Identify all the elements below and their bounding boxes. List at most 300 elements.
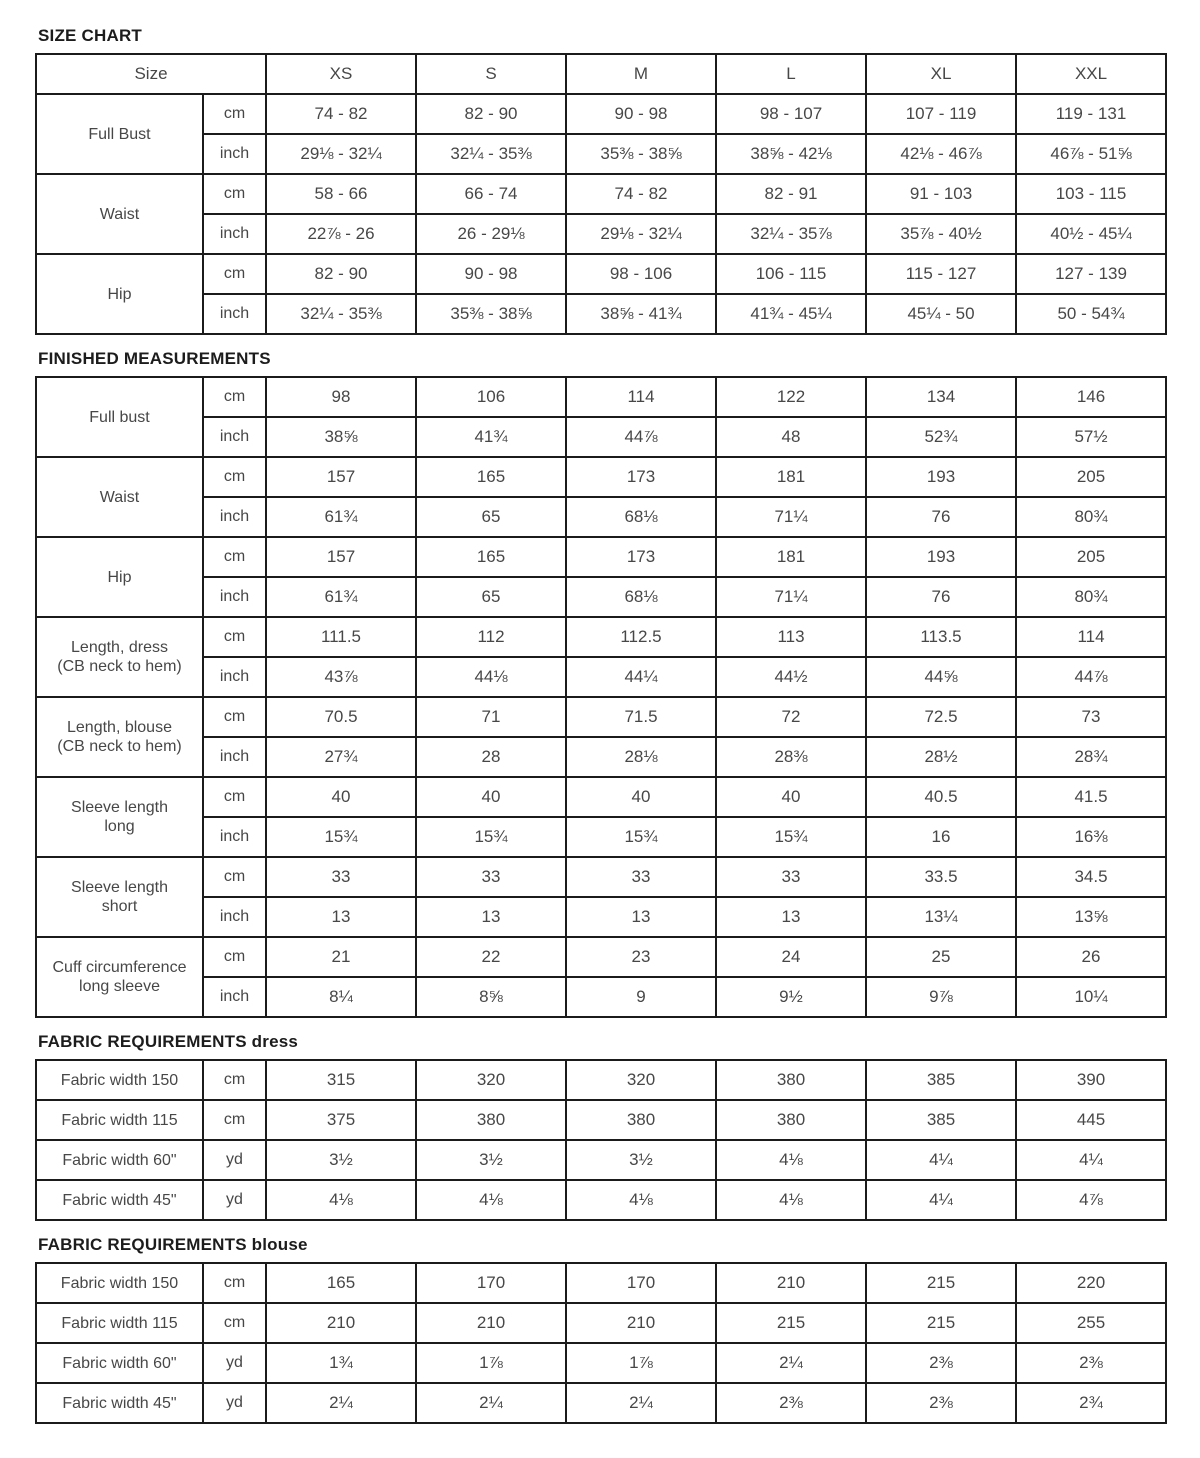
value-cell: 2⅜ bbox=[1016, 1343, 1166, 1383]
value-cell: 42⅛ - 46⅞ bbox=[866, 134, 1016, 174]
measurement-table bbox=[35, 53, 1167, 335]
value-cell: 15¾ bbox=[566, 817, 716, 857]
unit-cell: inch bbox=[203, 737, 266, 777]
value-cell: 40.5 bbox=[866, 777, 1016, 817]
value-cell: 205 bbox=[1016, 457, 1166, 497]
value-cell: 32¼ - 35⅞ bbox=[716, 214, 866, 254]
value-cell: 215 bbox=[866, 1303, 1016, 1343]
value-cell: 45¼ - 50 bbox=[866, 294, 1016, 334]
size-column-header: L bbox=[716, 54, 866, 94]
value-cell: 4⅛ bbox=[266, 1180, 416, 1220]
value-cell: 112.5 bbox=[566, 617, 716, 657]
section-heading-fabric-requirements-blouse: FABRIC REQUIREMENTS blouse bbox=[38, 1235, 308, 1254]
value-cell: 16 bbox=[866, 817, 1016, 857]
size-chart-table bbox=[35, 53, 1165, 335]
value-cell: 41¾ bbox=[416, 417, 566, 457]
value-cell: 380 bbox=[716, 1100, 866, 1140]
row-label bbox=[36, 1383, 203, 1423]
value-cell: 173 bbox=[566, 457, 716, 497]
row-label-line: Full bust bbox=[89, 408, 150, 426]
size-column-header: XS bbox=[266, 54, 416, 94]
value-cell: 193 bbox=[866, 537, 1016, 577]
value-cell: 8⅝ bbox=[416, 977, 566, 1017]
value-cell: 40 bbox=[416, 777, 566, 817]
row-label bbox=[36, 857, 203, 937]
value-cell: 380 bbox=[416, 1100, 566, 1140]
value-cell: 2⅜ bbox=[716, 1383, 866, 1423]
measurement-table bbox=[35, 1059, 1167, 1221]
table-row bbox=[36, 737, 1166, 777]
value-cell: 70.5 bbox=[266, 697, 416, 737]
value-cell: 82 - 90 bbox=[266, 254, 416, 294]
value-cell: 2¼ bbox=[716, 1343, 866, 1383]
unit-cell: inch bbox=[203, 577, 266, 617]
value-cell: 23 bbox=[566, 937, 716, 977]
value-cell: 33 bbox=[716, 857, 866, 897]
value-cell: 103 - 115 bbox=[1016, 174, 1166, 214]
value-cell: 44¼ bbox=[566, 657, 716, 697]
row-label-line: Hip bbox=[107, 568, 132, 586]
value-cell: 25 bbox=[866, 937, 1016, 977]
table-row bbox=[36, 457, 1166, 497]
unit-cell: inch bbox=[203, 417, 266, 457]
table-row bbox=[36, 657, 1166, 697]
unit-cell: cm bbox=[203, 254, 266, 294]
table-row bbox=[36, 577, 1166, 617]
row-label-line: long sleeve bbox=[79, 978, 160, 995]
value-cell: 44⅝ bbox=[866, 657, 1016, 697]
value-cell: 82 - 90 bbox=[416, 94, 566, 134]
value-cell: 4¼ bbox=[866, 1180, 1016, 1220]
value-cell: 35⅞ - 40½ bbox=[866, 214, 1016, 254]
value-cell: 4⅛ bbox=[566, 1180, 716, 1220]
row-label-line: long bbox=[104, 818, 135, 835]
value-cell: 90 - 98 bbox=[566, 94, 716, 134]
value-cell: 13 bbox=[716, 897, 866, 937]
table-row bbox=[36, 1303, 1166, 1343]
value-cell: 73 bbox=[1016, 697, 1166, 737]
value-cell: 38⅝ - 42⅛ bbox=[716, 134, 866, 174]
value-cell: 41¾ - 45¼ bbox=[716, 294, 866, 334]
row-label-line: Fabric width 115 bbox=[61, 1111, 178, 1129]
unit-cell: cm bbox=[203, 697, 266, 737]
table-row bbox=[36, 977, 1166, 1017]
value-cell: 380 bbox=[716, 1060, 866, 1100]
row-label-line: Fabric width 60" bbox=[62, 1354, 177, 1372]
table-row bbox=[36, 377, 1166, 417]
value-cell: 2¼ bbox=[266, 1383, 416, 1423]
value-cell: 10¼ bbox=[1016, 977, 1166, 1017]
row-label-line: Length, blouse bbox=[67, 719, 172, 736]
value-cell: 58 - 66 bbox=[266, 174, 416, 214]
value-cell: 2⅜ bbox=[866, 1383, 1016, 1423]
row-label bbox=[36, 1180, 203, 1220]
value-cell: 33 bbox=[566, 857, 716, 897]
value-cell: 119 - 131 bbox=[1016, 94, 1166, 134]
unit-cell: yd bbox=[203, 1180, 266, 1220]
row-label-line: Fabric width 45" bbox=[62, 1394, 177, 1412]
row-label-line: Fabric width 45" bbox=[62, 1191, 177, 1209]
section-size-chart bbox=[35, 26, 1165, 335]
table-row bbox=[36, 1383, 1166, 1423]
table-row bbox=[36, 617, 1166, 657]
row-label bbox=[36, 1140, 203, 1180]
size-column-header: S bbox=[416, 54, 566, 94]
value-cell: 210 bbox=[566, 1303, 716, 1343]
value-cell: 165 bbox=[266, 1263, 416, 1303]
value-cell: 74 - 82 bbox=[266, 94, 416, 134]
value-cell: 2⅜ bbox=[866, 1343, 1016, 1383]
value-cell: 380 bbox=[566, 1100, 716, 1140]
value-cell: 40 bbox=[566, 777, 716, 817]
value-cell: 24 bbox=[716, 937, 866, 977]
value-cell: 9½ bbox=[716, 977, 866, 1017]
value-cell: 61¾ bbox=[266, 577, 416, 617]
value-cell: 80¾ bbox=[1016, 577, 1166, 617]
row-label bbox=[36, 777, 203, 857]
value-cell: 74 - 82 bbox=[566, 174, 716, 214]
value-cell: 98 bbox=[266, 377, 416, 417]
row-label bbox=[36, 1343, 203, 1383]
value-cell: 15¾ bbox=[266, 817, 416, 857]
row-label-line: Hip bbox=[107, 285, 132, 303]
table-row bbox=[36, 537, 1166, 577]
value-cell: 50 - 54¾ bbox=[1016, 294, 1166, 334]
table-row bbox=[36, 254, 1166, 294]
row-label-line: (CB neck to hem) bbox=[57, 738, 182, 755]
table-row bbox=[36, 417, 1166, 457]
unit-cell: inch bbox=[203, 817, 266, 857]
value-cell: 71¼ bbox=[716, 577, 866, 617]
table-row bbox=[36, 497, 1166, 537]
table-row bbox=[36, 1060, 1166, 1100]
value-cell: 29⅛ - 32¼ bbox=[566, 214, 716, 254]
value-cell: 181 bbox=[716, 457, 866, 497]
table-row bbox=[36, 937, 1166, 977]
fabric-requirements-dress-table bbox=[35, 1059, 1165, 1221]
row-label-line: Sleeve length bbox=[71, 799, 168, 816]
value-cell: 44½ bbox=[716, 657, 866, 697]
value-cell: 32¼ - 35⅜ bbox=[266, 294, 416, 334]
value-cell: 29⅛ - 32¼ bbox=[266, 134, 416, 174]
unit-cell: inch bbox=[203, 977, 266, 1017]
value-cell: 3½ bbox=[566, 1140, 716, 1180]
value-cell: 28⅛ bbox=[566, 737, 716, 777]
value-cell: 210 bbox=[416, 1303, 566, 1343]
value-cell: 13 bbox=[566, 897, 716, 937]
value-cell: 72 bbox=[716, 697, 866, 737]
value-cell: 33 bbox=[266, 857, 416, 897]
value-cell: 157 bbox=[266, 537, 416, 577]
value-cell: 35⅜ - 38⅝ bbox=[416, 294, 566, 334]
value-cell: 52¾ bbox=[866, 417, 1016, 457]
unit-cell: cm bbox=[203, 1263, 266, 1303]
unit-cell: yd bbox=[203, 1140, 266, 1180]
value-cell: 157 bbox=[266, 457, 416, 497]
unit-cell: inch bbox=[203, 214, 266, 254]
value-cell: 112 bbox=[416, 617, 566, 657]
row-label bbox=[36, 537, 203, 617]
table-row bbox=[36, 897, 1166, 937]
table-row bbox=[36, 174, 1166, 214]
row-label-line: Waist bbox=[99, 205, 140, 223]
value-cell: 122 bbox=[716, 377, 866, 417]
value-cell: 193 bbox=[866, 457, 1016, 497]
value-cell: 2¾ bbox=[1016, 1383, 1166, 1423]
value-cell: 170 bbox=[566, 1263, 716, 1303]
row-label-line: Fabric width 150 bbox=[60, 1071, 179, 1089]
value-cell: 8¼ bbox=[266, 977, 416, 1017]
value-cell: 28½ bbox=[866, 737, 1016, 777]
value-cell: 4⅛ bbox=[716, 1140, 866, 1180]
value-cell: 215 bbox=[716, 1303, 866, 1343]
unit-cell: inch bbox=[203, 497, 266, 537]
row-label-line: short bbox=[101, 898, 138, 915]
unit-cell: cm bbox=[203, 457, 266, 497]
value-cell: 375 bbox=[266, 1100, 416, 1140]
value-cell: 28¾ bbox=[1016, 737, 1166, 777]
value-cell: 115 - 127 bbox=[866, 254, 1016, 294]
row-label-line: Waist bbox=[99, 488, 140, 506]
row-label-line: (CB neck to hem) bbox=[57, 658, 182, 675]
value-cell: 106 bbox=[416, 377, 566, 417]
section-heading-fabric-requirements-dress: FABRIC REQUIREMENTS dress bbox=[38, 1032, 299, 1051]
row-label-line: Full Bust bbox=[88, 125, 151, 143]
value-cell: 28 bbox=[416, 737, 566, 777]
value-cell: 26 - 29⅛ bbox=[416, 214, 566, 254]
value-cell: 21 bbox=[266, 937, 416, 977]
value-cell: 4⅛ bbox=[716, 1180, 866, 1220]
row-label bbox=[36, 1303, 203, 1343]
size-column-header: XXL bbox=[1016, 54, 1166, 94]
value-cell: 13⅝ bbox=[1016, 897, 1166, 937]
size-column-header: M bbox=[566, 54, 716, 94]
size-header-label: Size bbox=[36, 54, 266, 94]
value-cell: 40½ - 45¼ bbox=[1016, 214, 1166, 254]
value-cell: 43⅞ bbox=[266, 657, 416, 697]
unit-cell: cm bbox=[203, 857, 266, 897]
value-cell: 71 bbox=[416, 697, 566, 737]
value-cell: 220 bbox=[1016, 1263, 1166, 1303]
size-column-header: XL bbox=[866, 54, 1016, 94]
row-label-line: Fabric width 115 bbox=[61, 1314, 178, 1332]
value-cell: 111.5 bbox=[266, 617, 416, 657]
value-cell: 127 - 139 bbox=[1016, 254, 1166, 294]
value-cell: 445 bbox=[1016, 1100, 1166, 1140]
value-cell: 72.5 bbox=[866, 697, 1016, 737]
value-cell: 320 bbox=[416, 1060, 566, 1100]
value-cell: 146 bbox=[1016, 377, 1166, 417]
value-cell: 210 bbox=[266, 1303, 416, 1343]
unit-cell: cm bbox=[203, 377, 266, 417]
value-cell: 1¾ bbox=[266, 1343, 416, 1383]
table-row bbox=[36, 94, 1166, 134]
table-row bbox=[36, 1180, 1166, 1220]
value-cell: 1⅞ bbox=[566, 1343, 716, 1383]
table-row bbox=[36, 1263, 1166, 1303]
value-cell: 15¾ bbox=[716, 817, 866, 857]
value-cell: 71.5 bbox=[566, 697, 716, 737]
value-cell: 170 bbox=[416, 1263, 566, 1303]
unit-cell: yd bbox=[203, 1343, 266, 1383]
row-label-line: Cuff circumference bbox=[52, 959, 187, 976]
table-row bbox=[36, 857, 1166, 897]
unit-cell: inch bbox=[203, 294, 266, 334]
finished-measurements-table bbox=[35, 376, 1165, 1018]
value-cell: 35⅜ - 38⅝ bbox=[566, 134, 716, 174]
value-cell: 46⅞ - 51⅝ bbox=[1016, 134, 1166, 174]
table-row bbox=[36, 697, 1166, 737]
unit-cell: inch bbox=[203, 897, 266, 937]
value-cell: 385 bbox=[866, 1060, 1016, 1100]
section-heading-finished-measurements: FINISHED MEASUREMENTS bbox=[38, 349, 271, 368]
row-label bbox=[36, 94, 203, 174]
section-heading-size-chart: SIZE CHART bbox=[38, 26, 142, 45]
row-label-line: Fabric width 60" bbox=[62, 1151, 177, 1169]
unit-cell: cm bbox=[203, 1303, 266, 1343]
value-cell: 13¼ bbox=[866, 897, 1016, 937]
value-cell: 57½ bbox=[1016, 417, 1166, 457]
value-cell: 44⅛ bbox=[416, 657, 566, 697]
value-cell: 390 bbox=[1016, 1060, 1166, 1100]
unit-cell: cm bbox=[203, 937, 266, 977]
section-fabric-requirements-blouse bbox=[35, 1235, 1165, 1424]
value-cell: 107 - 119 bbox=[866, 94, 1016, 134]
value-cell: 22 bbox=[416, 937, 566, 977]
row-label-line: Fabric width 150 bbox=[60, 1274, 179, 1292]
value-cell: 61¾ bbox=[266, 497, 416, 537]
row-label bbox=[36, 617, 203, 697]
value-cell: 98 - 107 bbox=[716, 94, 866, 134]
value-cell: 181 bbox=[716, 537, 866, 577]
unit-cell: cm bbox=[203, 537, 266, 577]
value-cell: 44⅞ bbox=[566, 417, 716, 457]
table-row bbox=[36, 294, 1166, 334]
value-cell: 1⅞ bbox=[416, 1343, 566, 1383]
value-cell: 4⅞ bbox=[1016, 1180, 1166, 1220]
value-cell: 33.5 bbox=[866, 857, 1016, 897]
value-cell: 32¼ - 35⅜ bbox=[416, 134, 566, 174]
value-cell: 4¼ bbox=[866, 1140, 1016, 1180]
value-cell: 66 - 74 bbox=[416, 174, 566, 214]
value-cell: 113 bbox=[716, 617, 866, 657]
row-label bbox=[36, 457, 203, 537]
value-cell: 71¼ bbox=[716, 497, 866, 537]
size-header-row bbox=[36, 54, 1166, 94]
value-cell: 76 bbox=[866, 577, 1016, 617]
value-cell: 65 bbox=[416, 577, 566, 617]
value-cell: 114 bbox=[1016, 617, 1166, 657]
row-label bbox=[36, 254, 203, 334]
value-cell: 320 bbox=[566, 1060, 716, 1100]
row-label-line: Sleeve length bbox=[71, 879, 168, 896]
value-cell: 27¾ bbox=[266, 737, 416, 777]
value-cell: 16⅜ bbox=[1016, 817, 1166, 857]
section-finished-measurements bbox=[35, 349, 1165, 1018]
table-row bbox=[36, 1140, 1166, 1180]
value-cell: 98 - 106 bbox=[566, 254, 716, 294]
unit-cell: cm bbox=[203, 777, 266, 817]
value-cell: 82 - 91 bbox=[716, 174, 866, 214]
value-cell: 68⅛ bbox=[566, 497, 716, 537]
unit-cell: inch bbox=[203, 657, 266, 697]
row-label bbox=[36, 937, 203, 1017]
unit-cell: cm bbox=[203, 1060, 266, 1100]
table-row bbox=[36, 777, 1166, 817]
value-cell: 3½ bbox=[416, 1140, 566, 1180]
value-cell: 13 bbox=[266, 897, 416, 937]
row-label bbox=[36, 377, 203, 457]
value-cell: 255 bbox=[1016, 1303, 1166, 1343]
value-cell: 173 bbox=[566, 537, 716, 577]
row-label bbox=[36, 1263, 203, 1303]
unit-cell: inch bbox=[203, 134, 266, 174]
section-fabric-requirements-dress bbox=[35, 1032, 1165, 1221]
value-cell: 13 bbox=[416, 897, 566, 937]
value-cell: 3½ bbox=[266, 1140, 416, 1180]
value-cell: 165 bbox=[416, 457, 566, 497]
unit-cell: cm bbox=[203, 617, 266, 657]
value-cell: 15¾ bbox=[416, 817, 566, 857]
value-cell: 68⅛ bbox=[566, 577, 716, 617]
value-cell: 2¼ bbox=[566, 1383, 716, 1423]
fabric-requirements-blouse-table bbox=[35, 1262, 1165, 1424]
value-cell: 4¼ bbox=[1016, 1140, 1166, 1180]
value-cell: 80¾ bbox=[1016, 497, 1166, 537]
value-cell: 33 bbox=[416, 857, 566, 897]
value-cell: 106 - 115 bbox=[716, 254, 866, 294]
value-cell: 34.5 bbox=[1016, 857, 1166, 897]
measurement-table bbox=[35, 1262, 1167, 1424]
table-row bbox=[36, 214, 1166, 254]
row-label bbox=[36, 1100, 203, 1140]
value-cell: 114 bbox=[566, 377, 716, 417]
value-cell: 28⅜ bbox=[716, 737, 866, 777]
value-cell: 9 bbox=[566, 977, 716, 1017]
value-cell: 4⅛ bbox=[416, 1180, 566, 1220]
value-cell: 215 bbox=[866, 1263, 1016, 1303]
unit-cell: cm bbox=[203, 174, 266, 214]
measurement-table bbox=[35, 376, 1167, 1018]
value-cell: 48 bbox=[716, 417, 866, 457]
unit-cell: cm bbox=[203, 1100, 266, 1140]
value-cell: 91 - 103 bbox=[866, 174, 1016, 214]
table-row bbox=[36, 1100, 1166, 1140]
unit-cell: cm bbox=[203, 94, 266, 134]
value-cell: 26 bbox=[1016, 937, 1166, 977]
table-row bbox=[36, 134, 1166, 174]
value-cell: 76 bbox=[866, 497, 1016, 537]
row-label-line: Length, dress bbox=[71, 639, 168, 656]
value-cell: 165 bbox=[416, 537, 566, 577]
value-cell: 38⅝ bbox=[266, 417, 416, 457]
value-cell: 44⅞ bbox=[1016, 657, 1166, 697]
value-cell: 205 bbox=[1016, 537, 1166, 577]
value-cell: 90 - 98 bbox=[416, 254, 566, 294]
row-label bbox=[36, 1060, 203, 1100]
value-cell: 22⅞ - 26 bbox=[266, 214, 416, 254]
value-cell: 113.5 bbox=[866, 617, 1016, 657]
table-row bbox=[36, 1343, 1166, 1383]
row-label bbox=[36, 174, 203, 254]
value-cell: 41.5 bbox=[1016, 777, 1166, 817]
value-cell: 40 bbox=[716, 777, 866, 817]
unit-cell: yd bbox=[203, 1383, 266, 1423]
row-label bbox=[36, 697, 203, 777]
value-cell: 38⅝ - 41¾ bbox=[566, 294, 716, 334]
table-row bbox=[36, 817, 1166, 857]
value-cell: 40 bbox=[266, 777, 416, 817]
